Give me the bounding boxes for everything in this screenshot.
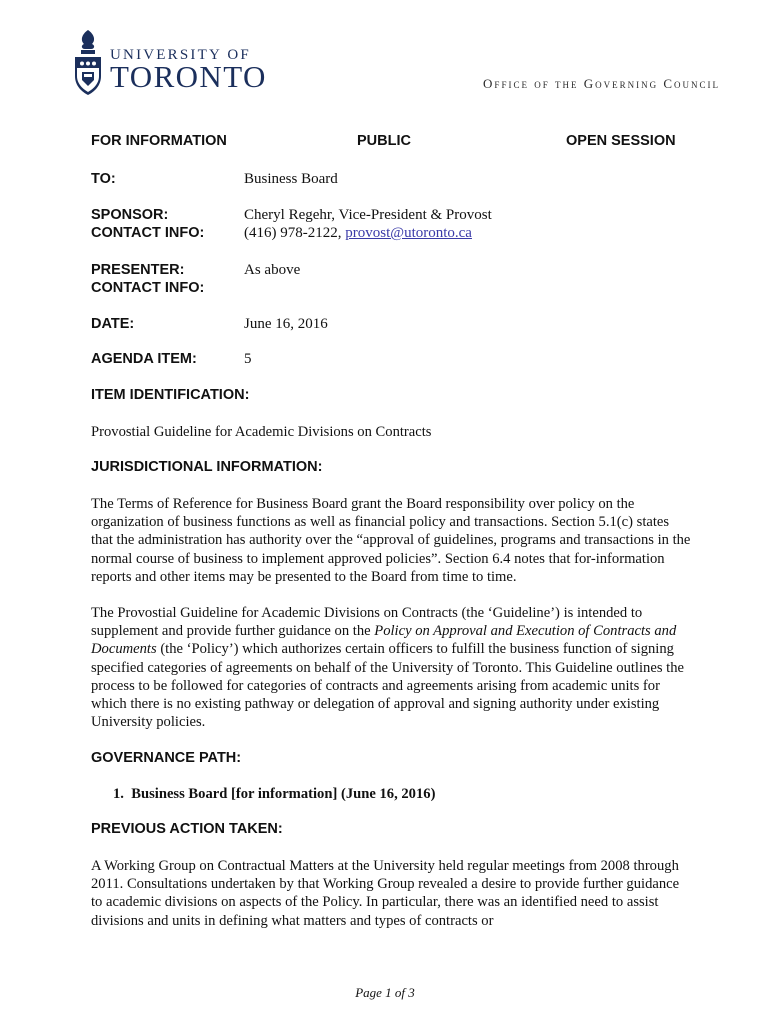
classification-open-session: OPEN SESSION	[566, 133, 676, 149]
agenda-item-label: AGENDA ITEM:	[91, 351, 197, 367]
office-title: Office of the Governing Council	[483, 76, 720, 91]
date-label: DATE:	[91, 316, 135, 332]
governance-path-item: 1. Business Board [for information] (June 16, 2016)	[113, 786, 436, 802]
jurisdictional-p2-start: The Provostial Guideline for Academic Divisions on Contracts (the ‘Guideline’) is intended to supplement and provide further guidance on the	[91, 605, 643, 640]
sponsor-contact-label: CONTACT INFO:	[91, 225, 205, 241]
university-name-line2: TORONTO	[110, 59, 267, 94]
sponsor-email-link[interactable]: provost@utoronto.ca	[345, 225, 472, 241]
policy-title-italic: Policy on Approval and Execution of Contracts and Documents	[91, 623, 677, 658]
jurisdictional-paragraph-1: The Terms of Reference for Business Board grant the Board responsibility over policy on the organization of business functions as well as financial policy and transactions. Section 5.1(c) states that the administration has authority over the “approval of guidelines, programs and transactions in the normal course of business to implement approved policies”. Section 6.4 notes that for-information reports and other items may be presented to the Board from time to time.	[91, 496, 691, 585]
jurisdictional-heading: JURISDICTIONAL INFORMATION:	[91, 459, 323, 475]
to-label: TO:	[91, 171, 116, 187]
previous-action-text: A Working Group on Contractual Matters at the University held regular meetings from 2008 through 2011. Consultations undertaken by that Working Group revealed a desire to provide further guidance to academic divisions on aspects of the Policy. In particular, there was an identified need to assist divisions and units in defining what matters and types of contracts or	[91, 858, 680, 929]
previous-action-heading: PREVIOUS ACTION TAKEN:	[91, 821, 283, 837]
item-identification-text: Provostial Guideline for Academic Divisions on Contracts	[91, 424, 432, 440]
jurisdictional-p2-end: (the ‘Policy’) which authorizes certain officers to fulfill the business function of signing specified categories of agreements on behalf of the University of Toronto. This Guideline outlines the process to be followed for categories of contracts and agreements arising from academic units for which there is no existing pathway or delegation of approval and signing authority under existing University policies.	[91, 641, 684, 731]
university-crest-logo	[72, 28, 104, 98]
presenter-contact-label: CONTACT INFO:	[91, 280, 205, 296]
presenter-label: PRESENTER:	[91, 262, 185, 278]
sponsor-contact-value	[244, 224, 472, 242]
to-value: Business Board	[244, 171, 338, 187]
page-number: Page 1 of 3	[355, 985, 415, 1000]
sponsor-value: Cheryl Regehr, Vice-President & Provost	[244, 207, 492, 223]
agenda-item-value: 5	[244, 351, 252, 367]
classification-public: PUBLIC	[357, 133, 411, 149]
presenter-value: As above	[244, 262, 301, 278]
sponsor-label: SPONSOR:	[91, 207, 169, 223]
date-value: June 16, 2016	[244, 316, 328, 332]
classification-for-information: FOR INFORMATION	[91, 133, 227, 149]
sponsor-phone: (416) 978-2122,	[244, 225, 342, 241]
university-name-line1: UNIVERSITY OF	[110, 47, 251, 63]
item-identification-heading: ITEM IDENTIFICATION:	[91, 387, 250, 403]
jurisdictional-paragraph-2	[91, 604, 691, 731]
governance-path-heading: GOVERNANCE PATH:	[91, 750, 242, 766]
